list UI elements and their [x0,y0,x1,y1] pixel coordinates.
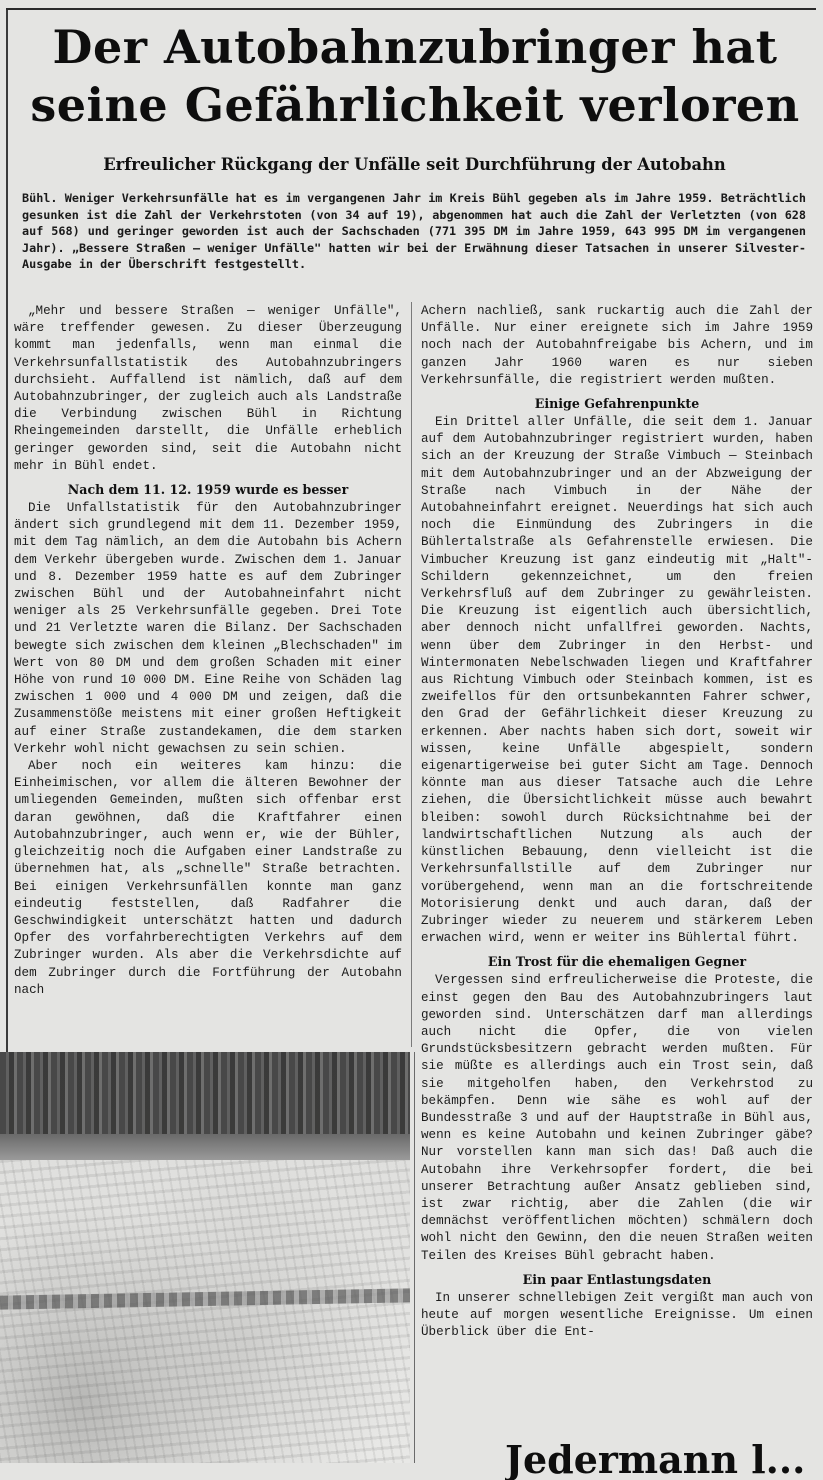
col2-paragraph-3: Vergessen sind erfreulicherweise die Proteste, die einst gegen den Bau des Autobahnzubringers laut geworden sind. Unterschätzen darf man allerdings auch nicht die Opfer, die von vielen Grundstücksbesitzern gebracht werden mußten. Für sie müßte es allerdings auch ein Trost sein, daß sie mitgeholfen haben, den Verkehrstod zu bekämpfen. Denn wie sähe es wohl auf der Bundesstraße 3 und auf der Hauptstraße in Bühl aus, wenn es keine Autobahn und keinen Zubringer gäbe? Nur vorstellen kann man sich das! Daß auch die Autobahn ihre Verkehrsopfer fordert, die bei unserer Betrachtung außer Ansatz geblieben sind, ist zwar richtig, aber die Zahlen (die wir demnächst veröffentlichen möchten) schmälern doch wohl nicht den Gewinn, den die neuen Straßen weiten Teilen des Kreises Bühl gebracht haben. [421,973,813,1263]
photo-horizon [0,1134,410,1160]
col2-subheading-1: Einige Gefahrenpunkte [534,396,700,412]
news-photo [0,1052,410,1463]
subheadline: Erfreulicher Rückgang der Unfälle seit Durchführung der Autobahn [103,155,726,174]
photo-divider [414,1052,415,1463]
top-rule [6,8,816,10]
headline-line-2: seine Gefährlichkeit verloren [30,78,800,132]
col2-subheading-2: Ein Trost für die ehemaligen Gegner [487,954,747,970]
headline-line-1: Der Autobahnzubringer hat [52,20,778,74]
photo-field [0,1160,410,1463]
col2-paragraph-2: Ein Drittel aller Unfälle, die seit dem 1. Januar auf dem Autobahnzubringer registriert wurden, haben sich an der Kreuzung der Straße Vimbuch — Steinbach mit dem Autobahnzubringer und an der Abzweigung der Straße nach Vimbuch in der Nähe der Autobahneinfahrt ereignet. Neuerdings hat sich auch noch die Einmündung des Zubringers in die Bühlertalstraße als Gefahrenstelle erwiesen. Die Vimbucher Kreuzung ist ganz eindeutig mit „Halt"-Schildern gekennzeichnet, um den freien Verkehrsfluß auf dem Zubringer zu gewährleisten. Die Kreuzung ist eigentlich auch übersichtlich, aber dennoch nicht unfallfrei geworden. Nachts, wenn über dem Zubringer in den Herbst- und Wintermonaten Nebelschwaden liegen und Kraftfahrer aus Richtung Vimbuch oder Steinbach kommen, ist es zweifellos für den ortsunbekannten Fahrer schwer, den Grad der Gefährlichkeit dieser Kreuzung zu erkennen. Aber nachts haben sich dort, soweit wir wissen, keine Unfälle abgespielt, sondern eigenartigerweise bei guter Sicht am Tage. Dennoch könnte man aus dieser Tatsache auch die Lehre ziehen, die Übersichtlichkeit müsse auch bewahrt bleiben: sowohl durch Rücksichtnahme bei der landwirtschaftlichen Nutzung als auch der künstlichen Bebauung, denn vielleicht ist die Verkehrsunfallstille auf dem Zubringer nur vorübergehend, wenn man an die fortschreitende Motorisierung denkt und auch daran, daß der Zubringer wieder zu neuerem und stärkerem Leben erwachen wird, wenn er weiter ins Bühlertal führt. [421,415,813,946]
col1-paragraph-1: „Mehr und bessere Straßen — weniger Unfälle", wäre treffender gewesen. Zu dieser Überzeugung kommt man jedenfalls, wenn man einmal die Verkehrsunfallstatistik des Autobahnzubringers durchsieht. Auffallend ist nämlich, daß auf dem Autobahnzubringer, der zugleich auch als Landstraße die Verbindung zwischen Bühl in Richtung Rheingemeinden darstellt, die Unfälle erheblich geringer geworden sind, seit die Autobahn nicht mehr in Bühl endet. [14,304,402,473]
col2-subheading-3: Ein paar Entlastungsdaten [522,1271,712,1287]
col2-paragraph-4: In unserer schnellebigen Zeit vergißt man auch von heute auf morgen wesentliche Ereignisse. Um einen Überblick über die Ent- [421,1290,813,1340]
lead-paragraph: Bühl. Weniger Verkehrsunfälle hat es im vergangenen Jahr im Kreis Bühl gegeben als im Jahre 1959. Beträchtlich gesunken ist die Zahl der Verkehrstoten (von 34 auf 19), abgenommen hat auch die Zahl der Verletzten (von 628 auf 568) und geringer geworden ist auch der Sachschaden (771 395 DM im Jahre 1959, 643 995 DM im vergangenen Jahr). „Bessere Straßen — weniger Unfälle" hatten wir bei der Erwähnung dieser Tatsachen in unserer Silvester-Ausgabe in der Überschrift festgestellt. [22,191,806,271]
photo-treeline [0,1052,410,1134]
column-divider [411,302,412,1047]
next-article-headline: Jedermann l... [505,1440,806,1480]
headline [20,18,810,134]
column-2 [421,303,813,1341]
col2-paragraph-1: Achern nachließ, sank ruckartig auch die Zahl der Unfälle. Nur einer ereignete sich im Jahre 1959 noch nach der Autobahnfreigabe bis Achern, und im ganzen Jahr 1960 waren es nur sieben Verkehrsunfälle, die registriert werden mußten. [421,304,813,387]
left-rule [6,10,8,1053]
col1-paragraph-3: Aber noch ein weiteres kam hinzu: die Einheimischen, vor allem die älteren Bewohner der umliegenden Gemeinden, mußten sich offenbar erst daran gewöhnen, daß die Kraftfahrer einen Autobahnzubringer, auch wenn er, wie der Bühler, gleichzeitig noch die Aufgaben einer Landstraße zu übernehmen hat, als „schnelle" Straße betrachten. Bei einigen Verkehrsunfällen konnte man ganz eindeutig feststellen, daß Radfahrer die Geschwindigkeit unterschätzt hatten und dadurch Opfer des vorfahrberechtigten Verkehrs auf dem Zubringer wurden. Als aber die Verkehrsdichte auf dem Zubringer durch die Fortführung der Autobahn nach [14,759,402,997]
col1-paragraph-2: Die Unfallstatistik für den Autobahnzubringer ändert sich grundlegend mit dem 11. Dezember 1959, mit dem Tag nämlich, an dem die Autobahn bis Achern dem Verkehr übergeben wurde. Zwischen dem 1. Januar und 8. Dezember 1959 hatte es auf dem Zubringer zwischen Bühl und der Autobahneinfahrt nicht weniger als 25 Verkehrsunfälle gegeben. Drei Tote und 21 Verletzte waren die Bilanz. Der Sachschaden bewegte sich zwischen dem kleinen „Blechschaden" im Wert von 80 DM und dem großen Schaden mit einer Höhe von rund 10 000 DM. Eine Reihe von Schäden lag zwischen 1 000 und 4 000 DM und zeigen, daß die Zusammenstöße meistens mit einer großen Heftigkeit auf einer Straße zustandekamen, die dem starken Verkehr wohl nicht gewachsen zu sein schien. [14,501,402,756]
col1-subheading-1: Nach dem 11. 12. 1959 wurde es besser [67,482,349,498]
column-1 [14,303,402,999]
